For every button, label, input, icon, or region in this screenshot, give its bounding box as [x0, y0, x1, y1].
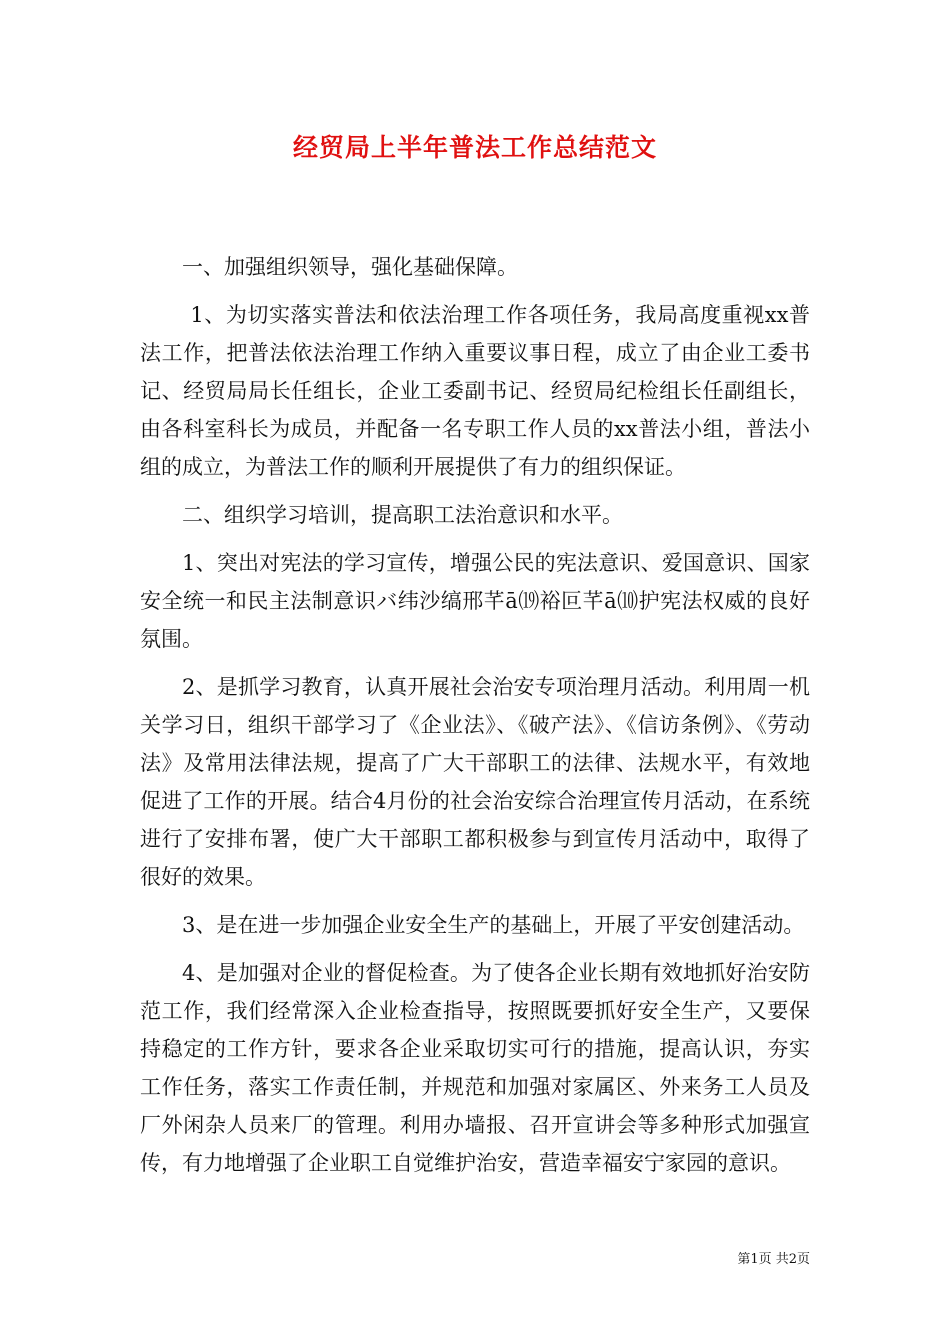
document-body	[140, 248, 810, 1182]
page-number: 第1页 共2页	[737, 1252, 810, 1267]
document-title: 经贸局上半年普法工作总结范文	[292, 133, 657, 162]
paragraph-2-3: 3、是在进一步加强企业安全生产的基础上，开展了平安创建活动。	[182, 913, 805, 937]
section-heading-1: 一、加强组织领导，强化基础保障。	[182, 255, 518, 279]
paragraph-2-1: 1、突出对宪法的学习宣传，增强公民的宪法意识、爱国意识、国家安全统一和民主法制意识バ纬沙缟邢芊ā⒆裕叵芊ā⑽护宪法权威的良好氛围。	[140, 551, 810, 651]
paragraph-2-2: 2、是抓学习教育，认真开展社会治安专项治理月活动。利用周一机关学习日，组织干部学习了《企业法》、《破产法》、《信访条例》、《劳动法》及常用法律法规，提高了广大干部职工的法律、法规水平，有效地促进了工作的开展。结合4月份的社会治安综合治理宣传月活动，在系统进行了安排布署，使广大干部职工都积极参与到宣传月活动中，取得了很好的效果。	[140, 675, 810, 889]
paragraph-1-1: 1、为切实落实普法和依法治理工作各项任务，我局高度重视xx普法工作，把普法依法治理工作纳入重要议事日程，成立了由企业工委书记、经贸局局长任组长，企业工委副书记、经贸局纪检组长任副组长，由各科室科长为成员，并配备一名专职工作人员的xx普法小组，普法小组的成立，为普法工作的顺利开展提供了有力的组织保证。	[140, 303, 810, 479]
section-heading-2: 二、组织学习培训，提高职工法治意识和水平。	[182, 503, 623, 527]
paragraph-2-4: 4、是加强对企业的督促检查。为了使各企业长期有效地抓好治安防范工作，我们经常深入企业检查指导，按照既要抓好安全生产，又要保持稳定的工作方针，要求各企业采取切实可行的措施，提高认识，夯实工作任务，落实工作责任制，并规范和加强对家属区、外来务工人员及厂外闲杂人员来厂的管理。利用办墙报、召开宣讲会等多种形式加强宣传，有力地增强了企业职工自觉维护治安，营造幸福安宁家园的意识。	[140, 961, 810, 1175]
